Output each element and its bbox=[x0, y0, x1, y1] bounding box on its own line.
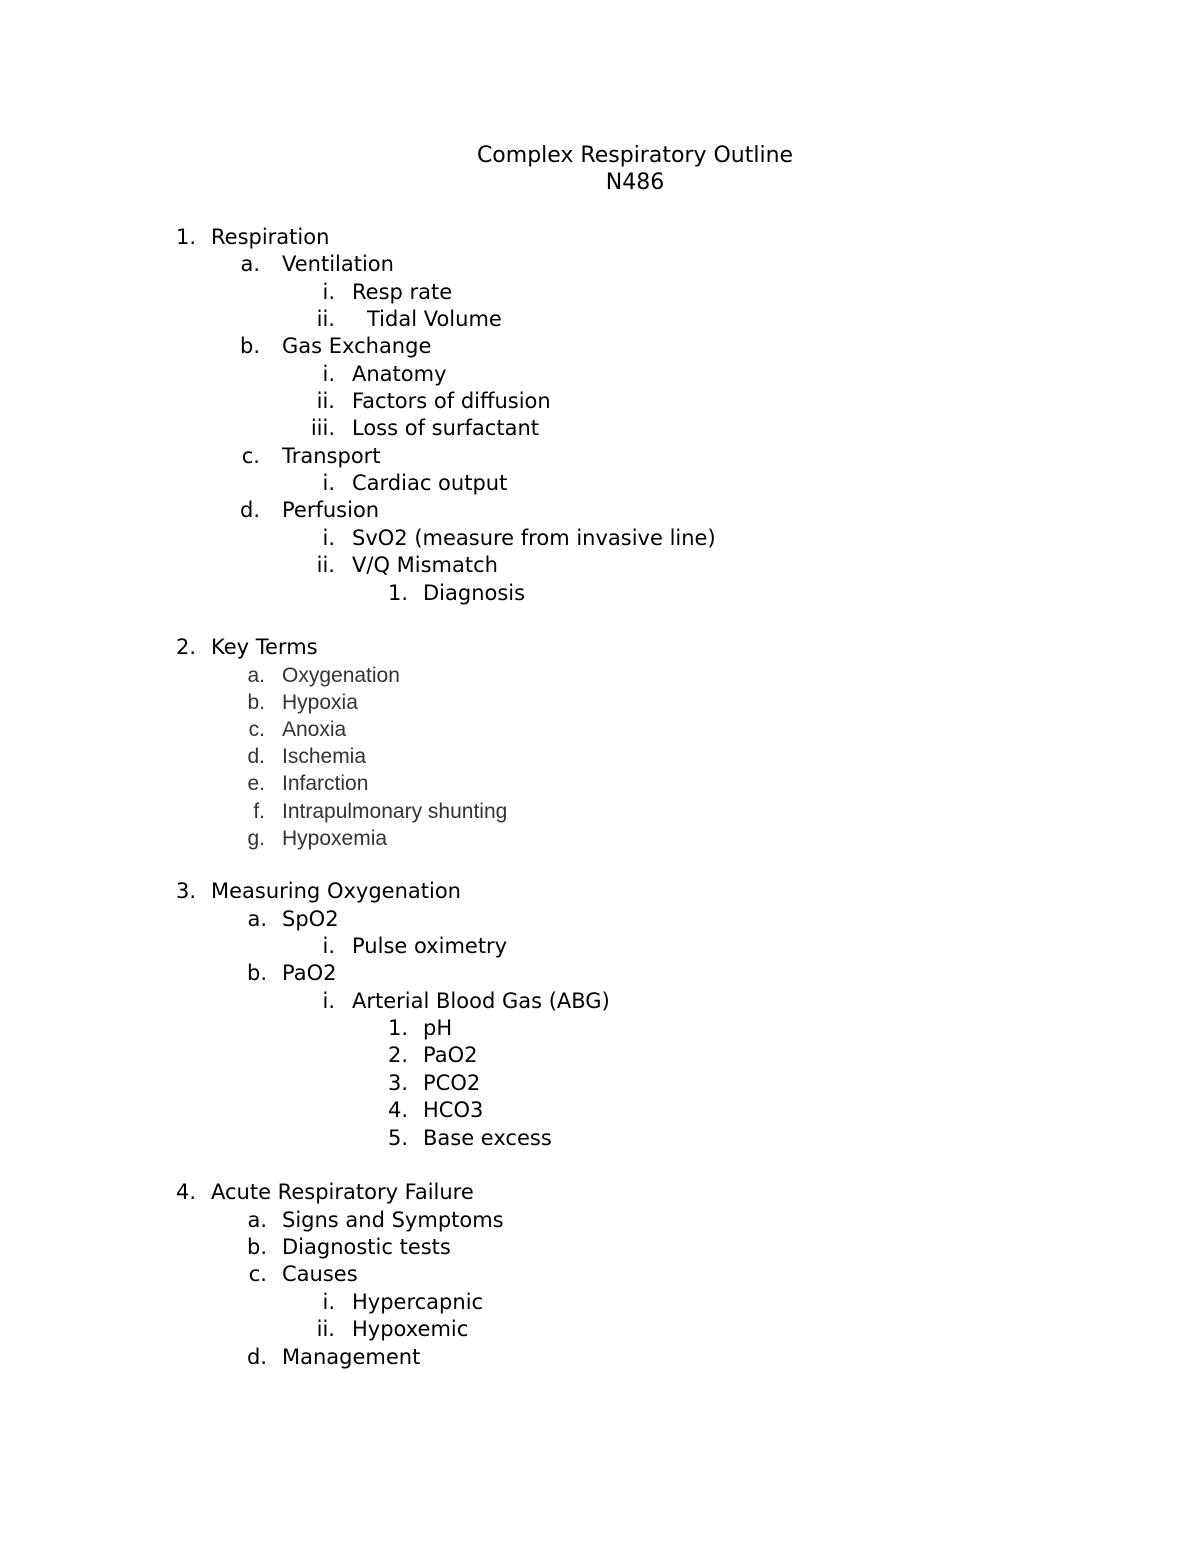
subitem-marker: d. bbox=[239, 498, 260, 522]
subitem-label: Gas Exchange bbox=[282, 334, 432, 358]
document-title: Complex Respiratory Outline bbox=[476, 143, 794, 168]
list-item-label: Base excess bbox=[423, 1126, 552, 1150]
section-number: 1. bbox=[175, 225, 196, 249]
key-term-marker: g. bbox=[247, 827, 265, 850]
list-item-marker: i. bbox=[322, 934, 335, 958]
list-item-marker: 2. bbox=[387, 1043, 408, 1067]
list-item-marker: ii. bbox=[316, 553, 335, 577]
subitem-marker: b. bbox=[239, 334, 260, 358]
section-heading: Acute Respiratory Failure bbox=[211, 1180, 474, 1204]
key-term-label: Anoxia bbox=[282, 718, 347, 741]
subitem-marker: b. bbox=[246, 961, 267, 985]
subitem-label: PaO2 bbox=[282, 961, 337, 985]
list-item-marker: ii. bbox=[316, 1317, 335, 1341]
list-item-label: HCO3 bbox=[423, 1098, 484, 1122]
section-heading: Key Terms bbox=[211, 635, 318, 659]
list-item-label: Hypoxemic bbox=[352, 1317, 469, 1341]
key-term-label: Infarction bbox=[282, 772, 369, 795]
list-item-marker: i. bbox=[322, 526, 335, 550]
list-item-label: Factors of diffusion bbox=[352, 389, 551, 413]
list-item-label: Tidal Volume bbox=[367, 307, 502, 331]
list-item-label: V/Q Mismatch bbox=[352, 553, 498, 577]
list-item-label: PaO2 bbox=[423, 1043, 478, 1067]
section-number: 4. bbox=[175, 1180, 196, 1204]
subitem-label: Transport bbox=[282, 444, 381, 468]
list-item-label: Pulse oximetry bbox=[352, 934, 508, 958]
list-item-marker: i. bbox=[322, 280, 335, 304]
key-term-label: Oxygenation bbox=[282, 664, 400, 687]
subitem-label: SpO2 bbox=[282, 907, 339, 931]
list-item-label: Resp rate bbox=[352, 280, 453, 304]
list-item-marker: i. bbox=[322, 989, 335, 1013]
section-heading: Respiration bbox=[211, 225, 330, 249]
key-term-marker: c. bbox=[248, 718, 265, 741]
list-item-marker: 1. bbox=[387, 1016, 408, 1040]
subitem-marker: d. bbox=[246, 1345, 267, 1369]
list-item-label: Anatomy bbox=[352, 362, 447, 386]
list-item-marker: i. bbox=[322, 362, 335, 386]
list-item-marker: ii. bbox=[316, 307, 335, 331]
key-term-label: Hypoxemia bbox=[282, 827, 388, 850]
key-term-marker: e. bbox=[247, 772, 265, 795]
subitem-label: Diagnostic tests bbox=[282, 1235, 451, 1259]
section-heading: Measuring Oxygenation bbox=[211, 879, 461, 903]
key-term-label: Hypoxia bbox=[282, 691, 358, 714]
list-item-label: pH bbox=[423, 1016, 453, 1040]
list-item-marker: iii. bbox=[310, 416, 335, 440]
subitem-marker: b. bbox=[246, 1235, 267, 1259]
subitem-marker: c. bbox=[241, 444, 260, 468]
list-item-label: Arterial Blood Gas (ABG) bbox=[352, 989, 610, 1013]
section-number: 2. bbox=[175, 635, 196, 659]
key-term-marker: b. bbox=[247, 691, 265, 714]
subitem-label: Perfusion bbox=[282, 498, 380, 522]
section-number: 3. bbox=[175, 879, 196, 903]
subitem-marker: a. bbox=[240, 252, 260, 276]
list-item-marker: ii. bbox=[316, 389, 335, 413]
subitem-marker: c. bbox=[248, 1262, 267, 1286]
list-item-label: Diagnosis bbox=[423, 581, 526, 605]
list-item-marker: 5. bbox=[387, 1126, 408, 1150]
list-item-marker: 4. bbox=[387, 1098, 408, 1122]
list-item-marker: 3. bbox=[387, 1071, 408, 1095]
key-term-label: Intrapulmonary shunting bbox=[282, 800, 508, 823]
subitem-marker: a. bbox=[247, 907, 267, 931]
key-term-marker: f. bbox=[253, 800, 265, 823]
list-item-label: Hypercapnic bbox=[352, 1290, 484, 1314]
subitem-label: Ventilation bbox=[282, 252, 394, 276]
list-item-label: PCO2 bbox=[423, 1071, 481, 1095]
list-item-label: Loss of surfactant bbox=[352, 416, 539, 440]
key-term-label: Ischemia bbox=[282, 745, 367, 768]
list-item-label: Cardiac output bbox=[352, 471, 508, 495]
subitem-label: Signs and Symptoms bbox=[282, 1208, 504, 1232]
document-subtitle: N486 bbox=[605, 170, 665, 195]
key-term-marker: a. bbox=[247, 664, 265, 687]
subitem-label: Causes bbox=[282, 1262, 358, 1286]
list-item-marker: i. bbox=[322, 471, 335, 495]
key-term-marker: d. bbox=[247, 745, 265, 768]
list-item-marker: 1. bbox=[387, 581, 408, 605]
list-item-label: SvO2 (measure from invasive line) bbox=[352, 526, 716, 550]
list-item-marker: i. bbox=[322, 1290, 335, 1314]
subitem-label: Management bbox=[282, 1345, 421, 1369]
subitem-marker: a. bbox=[247, 1208, 267, 1232]
